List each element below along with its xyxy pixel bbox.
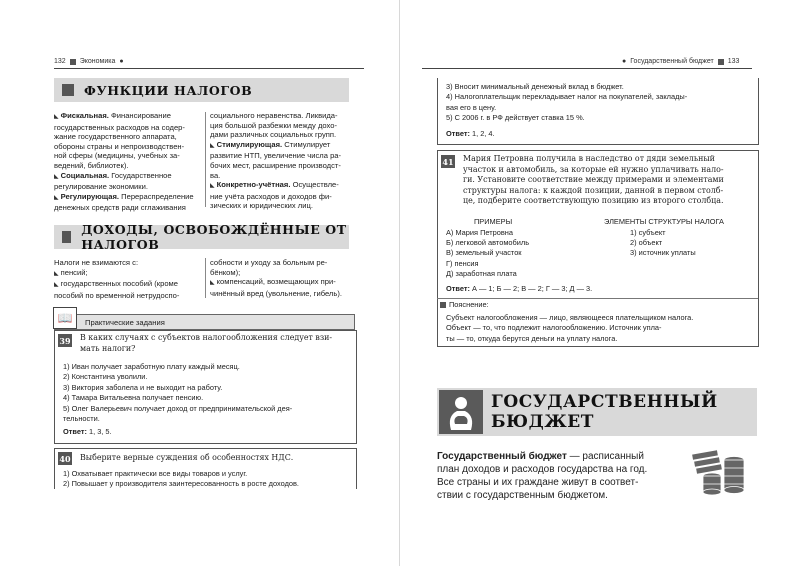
text-line: ние учёта расходов и доходов фи-: [210, 191, 332, 201]
example-item: Г) пенсия: [446, 258, 479, 268]
text-line: пособий по временной нетрудоспо-: [54, 290, 180, 300]
text-line: ва.: [210, 170, 221, 180]
section-header-tax-functions: [54, 78, 349, 102]
left-running-title: Экономика: [79, 58, 116, 65]
example-item: А) Мария Петровна: [446, 228, 513, 237]
task-40-options-cont: [446, 82, 687, 124]
text-line: Государственное: [111, 170, 172, 180]
text-line: бочих мест, расширение производст-: [210, 160, 341, 170]
budget-term: Государственный бюджет: [437, 451, 567, 462]
text-line: развитие НТП, увеличение числа ра-: [210, 151, 342, 161]
definition-line: — расписанный: [566, 451, 644, 462]
section-header-exempt-income: [54, 222, 349, 252]
tax-functions-col2: [210, 111, 355, 211]
option: 4) Тамара Витальевна получает пенсию.: [63, 393, 204, 403]
explanation-line: Субъект налогообложения — лицо, являющееся плательщиком налога.: [446, 313, 694, 322]
example-item: Б) легковой автомобиль: [446, 238, 530, 248]
text-line: обороны страны и непроизводствен-: [54, 141, 185, 151]
state-budget-header: [437, 388, 757, 436]
answer-label: Ответ:: [446, 284, 470, 293]
ornament-icon: ●: [622, 58, 627, 65]
left-page-number: 132: [54, 58, 66, 65]
explanation-rule: [437, 298, 758, 299]
task-41-explanation: [446, 313, 693, 344]
right-running-title: Государственный бюджет: [630, 58, 714, 65]
task-41-question: [463, 154, 753, 207]
right-page-number: 133: [727, 58, 740, 65]
explanation-marker-icon: [440, 302, 446, 308]
text-line: жание государственного аппарата,: [54, 132, 177, 142]
question-line: це, подберите соответствующую позицию из второго столбца.: [463, 196, 724, 205]
answer-label: Ответ:: [446, 129, 470, 138]
practical-tasks-label: Практические задания: [85, 317, 165, 327]
definition-line: ствии с государственным бюджетом.: [437, 490, 608, 501]
explanation-label: [440, 300, 489, 309]
text-line: Перераспределение: [121, 191, 194, 201]
task-number: 41: [442, 156, 454, 167]
section-title: ФУНКЦИИ НАЛОГОВ: [84, 82, 253, 98]
task-number: 40: [59, 453, 71, 464]
task-41-answer: [446, 284, 592, 293]
task-40-question: Выберите верные суждения об особенностях НДС.: [80, 453, 294, 462]
tax-functions-col1: [54, 111, 201, 213]
answer-value: 1, 2, 4.: [471, 129, 495, 138]
exempt-col1: [54, 258, 201, 300]
option: 3) Виктория заболела и не выходит на работу.: [63, 382, 223, 392]
text-line: Осуществле-: [292, 180, 339, 190]
option: 4) Налогоплательщик перекладывает налог на покупателей, заклады-: [446, 92, 688, 102]
term: Конкретно-учётная.: [216, 180, 291, 190]
question-line: В каких случаях с субъектов налогообложения следует взи-: [80, 333, 333, 342]
header-square-icon: [70, 59, 76, 65]
header-rule: [422, 68, 752, 69]
answer-label: Ответ:: [63, 427, 87, 436]
text-line: дами различных социальных групп.: [210, 130, 337, 140]
budget-bags-icon: [439, 390, 483, 434]
right-running-header: [622, 58, 739, 65]
text-line: ция большой разбежки между дохо-: [210, 120, 337, 130]
header-rule: [54, 68, 364, 69]
option: 3) Вносит минимальный денежный вклад в бюджет.: [446, 82, 624, 91]
section-marker-icon: [62, 231, 71, 243]
book-icon: 📖: [53, 307, 77, 329]
text-line: ной сферы (медицины, учебных за-: [54, 151, 180, 161]
text-line: Финансирование: [111, 111, 171, 120]
text-line: государственных пособий (кроме: [60, 279, 178, 289]
ornament-icon: ●: [119, 58, 124, 65]
text-line: зических и юридических лиц.: [210, 201, 313, 211]
option: 5) Олег Валерьевич получает доход от предпринимательской дея-: [63, 403, 293, 413]
question-line: Мария Петровна получила в наследство от дяди земельный: [463, 154, 715, 163]
task-39-question: [80, 333, 350, 354]
question-line: ги. Установите соответствие между примерами и элементами: [463, 175, 724, 184]
text-line: Налоги не взимаются с:: [54, 258, 139, 267]
examples-list: [446, 228, 529, 279]
element-item: 1) субъект: [630, 228, 666, 237]
example-item: Д) заработная плата: [446, 268, 517, 278]
task-40-answer: [446, 129, 495, 138]
task-39-options: [63, 362, 292, 424]
task-40-options: [63, 469, 299, 490]
text-line: чинённый вред (увольнение, гибель).: [210, 288, 342, 298]
option: 1) Охватывает практически все виды товаров и услуг.: [63, 469, 248, 478]
question-line: участок и автомобиль, за которые ей нужно уплачивать нало-: [463, 164, 724, 174]
column-divider: [205, 112, 206, 207]
text-line: денежных средств ради сглаживания: [54, 203, 186, 213]
explanation-line: ты — то, откуда берутся деньги на уплату налога.: [446, 333, 618, 343]
answer-value: 1, 3, 5.: [88, 427, 112, 436]
elements-list: [630, 228, 696, 259]
text-line: ведений, библиотек).: [54, 160, 129, 170]
text-line: пенсий;: [60, 267, 88, 277]
definition-line: Все страны и их граждане живут в соответ-: [437, 477, 639, 488]
elements-header: ЭЛЕМЕНТЫ СТРУКТУРЫ НАЛОГА: [604, 217, 724, 226]
option: 1) Иван получает заработную плату каждый месяц.: [63, 362, 240, 371]
definition-line: план доходов и расходов государства на год.: [437, 464, 648, 475]
column-divider: [205, 258, 206, 298]
text-line: бёнком);: [210, 267, 241, 277]
explanation-line: Объект — то, что подлежит налогообложению. Источник упла-: [446, 323, 662, 333]
element-item: 3) источник уплаты: [630, 248, 696, 258]
answer-value: А — 1; Б — 2; В — 2; Г — 3; Д — 3.: [471, 284, 593, 293]
examples-header: ПРИМЕРЫ: [474, 217, 513, 226]
task-39-answer: [63, 427, 112, 436]
practical-tasks-bar: [54, 311, 355, 330]
money-stack-icon: [690, 446, 750, 496]
text-line: регулирование экономики.: [54, 182, 148, 192]
option: вая его в цену.: [446, 102, 497, 112]
explanation-label-text: Пояснение:: [449, 300, 489, 309]
header-square-icon: [718, 59, 724, 65]
term: Фискальная.: [60, 111, 109, 120]
question-line: структуры налога: к каждой позиции, данной в первом столб-: [463, 185, 724, 195]
text-line: государственных расходов на содер-: [54, 122, 185, 132]
question-line: мать налоги?: [80, 343, 136, 353]
example-item: В) земельный участок: [446, 248, 522, 258]
option: тельности.: [63, 414, 100, 424]
option: 5) С 2006 г. в РФ действует ставка 15 %.: [446, 113, 585, 123]
state-budget-definition: [437, 450, 677, 502]
option: 2) Повышает у производителя заинтересованность в росте доходов.: [63, 479, 299, 489]
text-line: собности и уходу за больным ре-: [210, 258, 328, 267]
exempt-col2: [210, 258, 355, 298]
section-marker-icon: [62, 84, 74, 96]
term: Социальная.: [60, 170, 110, 180]
option: 2) Константина уволили.: [63, 372, 148, 382]
state-budget-title: ГОСУДАРСТВЕННЫЙ БЮДЖЕТ: [491, 392, 718, 432]
text-line: социального неравенства. Ликвида-: [210, 111, 338, 120]
term: Регулирующая.: [60, 191, 120, 201]
term: Стимулирующая.: [216, 139, 283, 149]
left-running-header: [54, 58, 124, 65]
text-line: компенсаций, возмещающих при-: [216, 277, 336, 287]
task-number: 39: [59, 335, 71, 346]
text-line: Стимулирует: [284, 139, 331, 149]
section-title: ДОХОДЫ, ОСВОБОЖДЁННЫЕ ОТ НАЛОГОВ: [81, 222, 347, 252]
element-item: 2) объект: [630, 238, 663, 248]
